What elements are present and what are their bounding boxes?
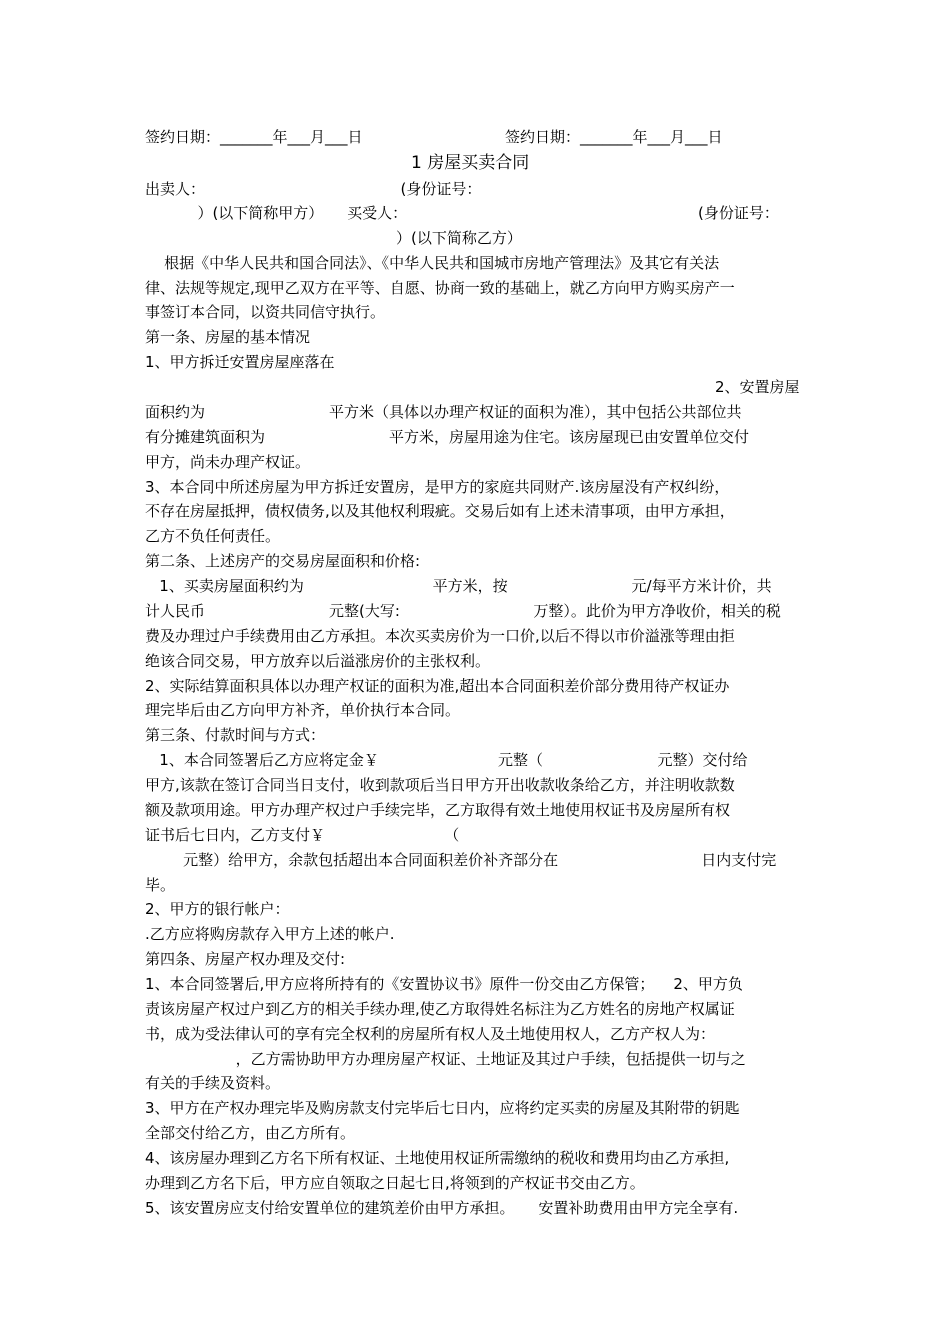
article-2-title: 第二条、上述房产的交易房屋面积和价格:: [145, 552, 421, 570]
article-3-item: 1、本合同签署后乙方应将定金￥ 元整（ 元整）交付给: [145, 751, 748, 769]
article-4-item: 书，成为受法律认可的享有完全权利的房屋所有权人及土地使用权人，乙方产权人为：: [145, 1025, 716, 1043]
article-3-item: .乙方应将购房款存入甲方上述的帐户.: [145, 925, 395, 943]
article-4-item: ，乙方需协助甲方办理房屋产权证、土地证及其过户手续，包括提供一切与之: [145, 1050, 746, 1068]
sign-date-right: 签约日期：_______年___月___日: [505, 128, 723, 146]
article-2-item: 理完毕后由乙方向甲方补齐，单价执行本合同。: [145, 701, 461, 719]
buyer-line: ）(以下简称甲方） 买受人： (身份证号：: [145, 204, 779, 222]
article-2-item: 绝该合同交易，甲方放弃以后溢涨房价的主张权利。: [145, 652, 491, 670]
article-4-item: 办理到乙方名下后，甲方应自领取之日起七日,将领到的产权证书交由乙方。: [145, 1174, 645, 1192]
article-1-item: 1、甲方拆迁安置房屋座落在: [145, 353, 335, 371]
article-3-item: 毕。: [145, 876, 176, 894]
article-4-item: 责该房屋产权过户到乙方的相关手续办理,使乙方取得姓名标注为乙方姓名的房地产权属证: [145, 1000, 735, 1018]
article-2-item: 费及办理过户手续费用由乙方承担。本次买卖房价为一口价,以后不得以市价溢涨等理由拒: [145, 627, 735, 645]
article-3-title: 第三条、付款时间与方式：: [145, 726, 326, 744]
article-3-item: 甲方,该款在签订合同当日支付，收到款项后当日甲方开出收款收条给乙方，并注明收款数: [145, 776, 735, 794]
article-1-item: 2、安置房屋: [715, 378, 800, 396]
buyer-line-tail: ）(以下简称乙方）: [396, 229, 522, 247]
seller-line: 出卖人： (身份证号：: [145, 180, 482, 198]
article-2-item: 2、实际结算面积具体以办理产权证的面积为准,超出本合同面积差价部分费用待产权证办: [145, 677, 730, 695]
article-4-item: 1、本合同签署后,甲方应将所持有的《安置协议书》原件一份交由乙方保管； 2、甲方负: [145, 975, 743, 993]
article-3-item: 额及款项用途。甲方办理产权过户手续完毕，乙方取得有效土地使用权证书及房屋所有权: [145, 801, 731, 819]
article-2-item: 计人民币 元整(大写: 万整）。此价为甲方净收价，相关的税: [145, 602, 781, 620]
article-4-item: 5、该安置房应支付给安置单位的建筑差价由甲方承担。 安置补助费用由甲方完全享有.: [145, 1199, 739, 1217]
article-1-item: 有分摊建筑面积为 平方米，房屋用途为住宅。该房屋现已由安置单位交付: [145, 428, 749, 446]
intro-line: 根据《中华人民共和国合同法》、《中华人民共和国城市房地产管理法》及其它有关法: [145, 254, 720, 272]
article-1-item: 面积约为 平方米（具体以办理产权证的面积为准），其中包括公共部位共: [145, 403, 742, 421]
article-4-item: 有关的手续及资料。: [145, 1074, 281, 1092]
article-3-item: 元整）给甲方，余款包括超出本合同面积差价补齐部分在 日内支付完: [145, 851, 777, 869]
intro-line: 事签订本合同，以资共同信守执行。: [145, 303, 386, 321]
page-title: 1 房屋买卖合同: [411, 153, 530, 173]
article-3-item: 证书后七日内，乙方支付￥ （: [145, 826, 460, 844]
intro-line: 律、法规等规定,现甲乙双方在平等、自愿、协商一致的基础上，就乙方向甲方购买房产一: [145, 279, 735, 297]
article-1-item: 不存在房屋抵押，债权债务,以及其他权利瑕疵。交易后如有上述未清事项，由甲方承担，: [145, 502, 735, 520]
article-1-item: 乙方不负任何责任。: [145, 527, 281, 545]
sign-date-left: 签约日期：_______年___月___日: [145, 128, 363, 146]
article-4-item: 全部交付给乙方，由乙方所有。: [145, 1124, 356, 1142]
article-4-title: 第四条、房屋产权办理及交付:: [145, 950, 346, 968]
article-3-item: 2、甲方的银行帐户：: [145, 900, 290, 918]
article-1-item: 甲方，尚未办理产权证。: [145, 453, 311, 471]
article-4-item: 3、甲方在产权办理完毕及购房款支付完毕后七日内，应将约定买卖的房屋及其附带的钥匙: [145, 1099, 740, 1117]
article-4-item: 4、该房屋办理到乙方名下所有权证、土地使用权证所需缴纳的税收和费用均由乙方承担,: [145, 1149, 730, 1167]
article-2-item: 1、买卖房屋面积约为 平方米，按 元/每平方米计价，共: [145, 577, 772, 595]
article-1-title: 第一条、房屋的基本情况: [145, 328, 311, 346]
article-1-item: 3、本合同中所述房屋为甲方拆迁安置房，是甲方的家庭共同财产.该房屋没有产权纠纷，: [145, 478, 730, 496]
